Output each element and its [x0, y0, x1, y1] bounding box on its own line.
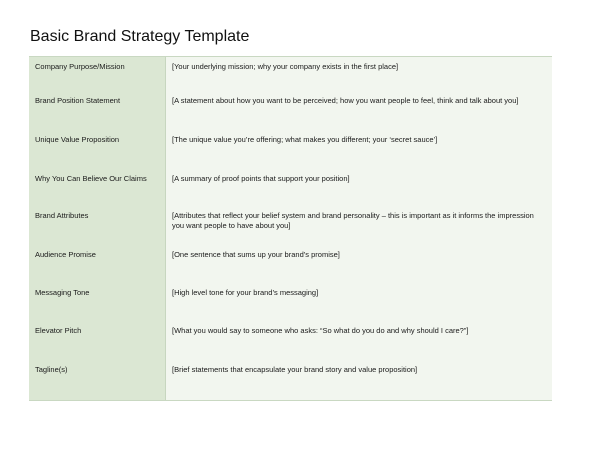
row-description: [Brief statements that encapsulate your brand story and value proposition] — [172, 365, 418, 374]
row-description: [Your underlying mission; why your company exists in the first place] — [172, 62, 399, 71]
table-row-why-believe — [29, 169, 552, 207]
row-label: Why You Can Believe Our Claims — [35, 174, 147, 183]
brand-strategy-table — [29, 56, 552, 401]
row-label: Unique Value Proposition — [35, 135, 120, 144]
row-description: [High level tone for your brand’s messaging] — [172, 288, 319, 297]
table-row-taglines — [29, 360, 552, 398]
row-label: Brand Position Statement — [35, 96, 121, 105]
table-row-unique-value — [29, 130, 552, 168]
row-label: Tagline(s) — [35, 365, 68, 374]
row-description: [A summary of proof points that support your position] — [172, 174, 350, 183]
row-description: [What you would say to someone who asks: “So what do you do and why should I care?”] — [172, 326, 469, 335]
table-row-brand-attributes — [29, 206, 552, 244]
row-label: Company Purpose/Mission — [35, 62, 125, 71]
table-row-company-purpose — [29, 57, 552, 95]
row-description: [The unique value you’re offering; what makes you different; your ‘secret sauce’] — [172, 135, 438, 144]
table-row-messaging-tone — [29, 283, 552, 321]
document-title: Basic Brand Strategy Template — [30, 28, 250, 45]
table-row-audience-promise — [29, 245, 552, 283]
row-description: [A statement about how you want to be perceived; how you want people to feel, think and talk about you] — [172, 96, 519, 105]
table-row-brand-position — [29, 91, 552, 129]
row-label: Brand Attributes — [35, 211, 89, 220]
row-description: [One sentence that sums up your brand’s promise] — [172, 250, 340, 259]
row-description: [Attributes that reflect your belief system and brand personality – this is important as it informs the impression you want people to have about you] — [172, 211, 534, 230]
row-label: Messaging Tone — [35, 288, 90, 297]
row-label: Audience Promise — [35, 250, 96, 259]
row-label: Elevator Pitch — [35, 326, 82, 335]
table-row-elevator-pitch — [29, 321, 552, 359]
